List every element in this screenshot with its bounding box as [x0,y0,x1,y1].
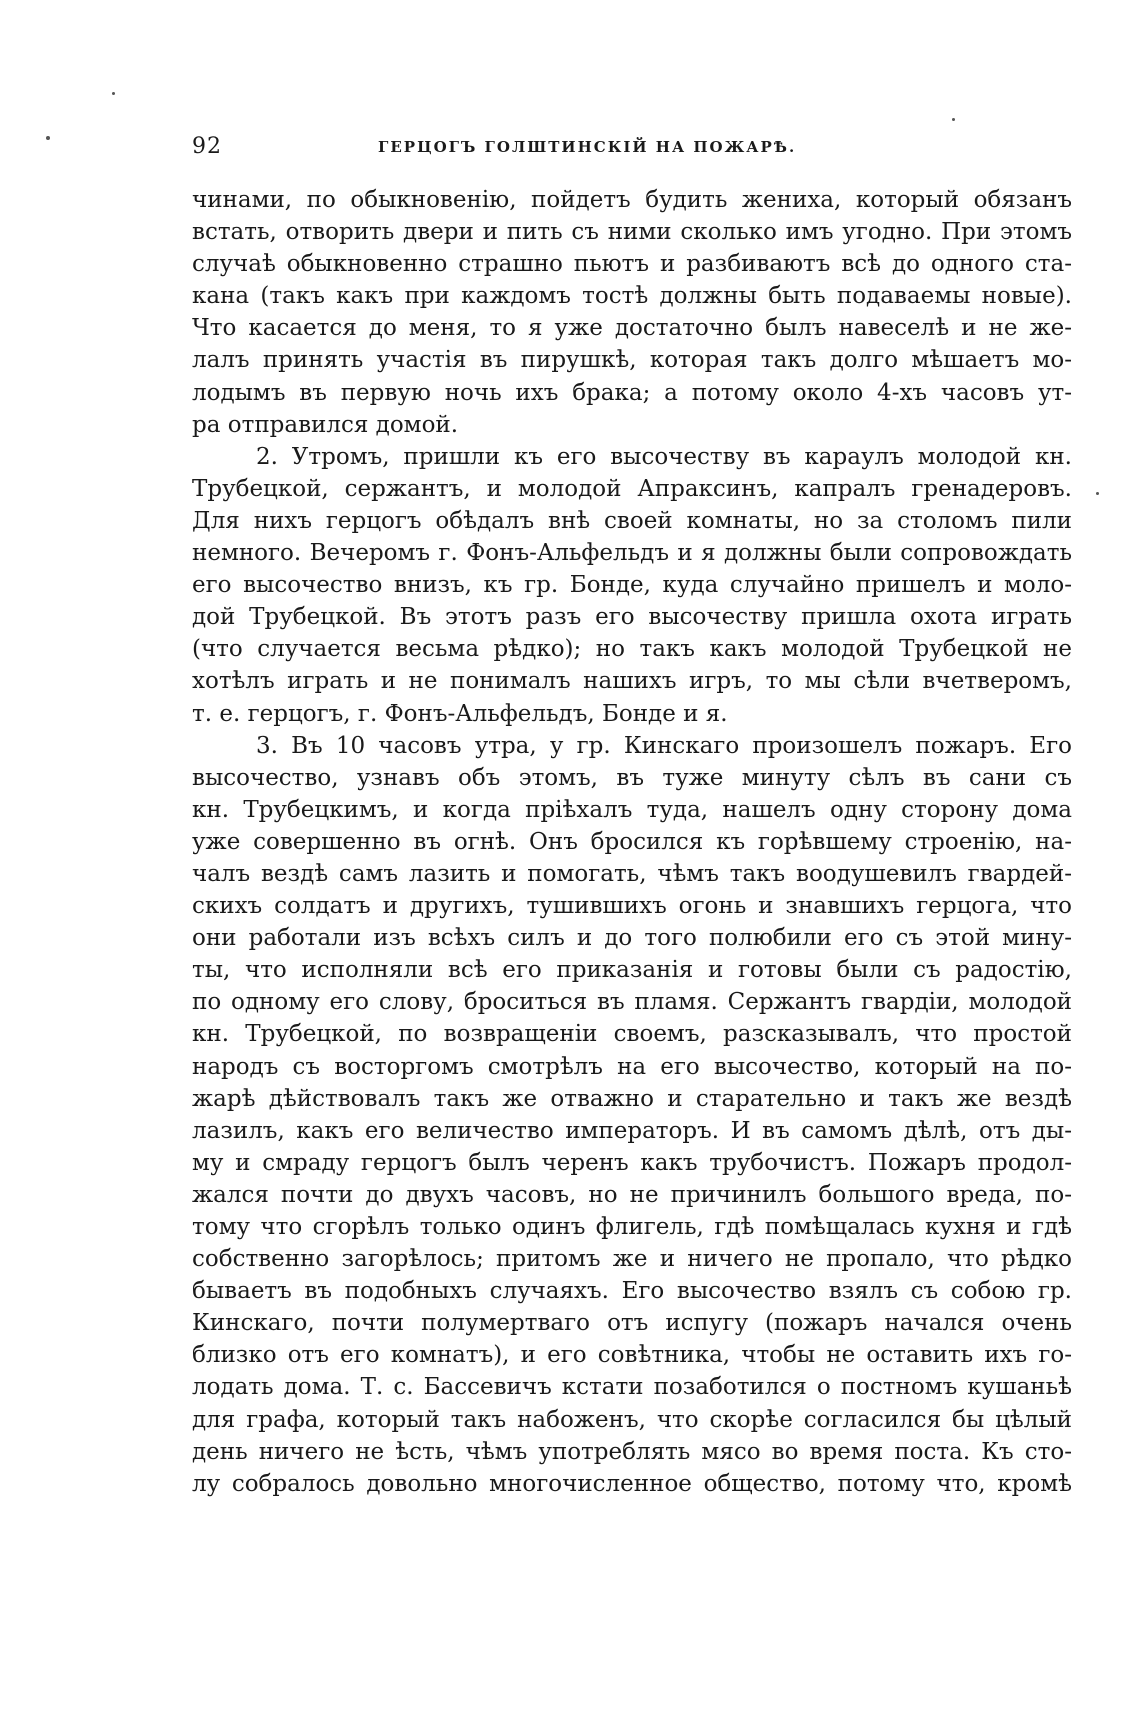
text-line: дой Трубецкой. Въ этотъ разъ его высочеству пришла охота играть [192,604,1072,631]
text-line: ра отправился домой. [192,411,459,438]
running-head [192,134,1072,164]
text-line: кн. Трубецкимъ, и когда пріѣхалъ туда, нашелъ одну сторону дома [192,796,1072,823]
text-line: день ничего не ѣсть, чѣмъ употреблять мясо во время поста. Къ сто- [192,1438,1072,1465]
text-line: лодымъ въ первую ночь ихъ брака; а потому около 4-хъ часовъ ут- [192,379,1072,406]
text-line: лу собралось довольно многочисленное общество, потому что, кромѣ [192,1470,1072,1497]
text-line: жался почти до двухъ часовъ, но не причинилъ большого вреда, по- [192,1181,1072,1208]
text-line: они работали изъ всѣхъ силъ и до того полюбили его съ этой мину- [192,925,1072,952]
text-line: встать, отворить двери и пить съ ними сколько имъ угодно. При этомъ [192,219,1072,246]
text-line: кана (такъ какъ при каждомъ тостѣ должны быть подаваемы новые). [192,283,1072,310]
text-line: лалъ принять участія въ пирушкѣ, которая такъ долго мѣшаетъ мо- [192,347,1072,374]
text-line: кн. Трубецкой, по возвращеніи своемъ, разсказывалъ, что простой [192,1021,1072,1048]
text-body [192,184,1072,1500]
text-line: чалъ вездѣ самъ лазить и помогать, чѣмъ такъ воодушевилъ гвардей- [192,860,1072,887]
text-line: бываетъ въ подобныхъ случаяхъ. Его высочество взялъ съ собою гр. [192,1278,1072,1305]
text-line: т. е. герцогъ, г. Фонъ-Альфельдъ, Бонде и я. [192,700,728,727]
text-line: ты, что исполняли всѣ его приказанія и готовы были съ радостію, [192,957,1072,984]
text-line: Что касается до меня, то я уже достаточно былъ навеселѣ и не же- [192,315,1072,342]
scan-speck [112,92,115,95]
text-line: му и смраду герцогъ былъ черенъ какъ трубочистъ. Пожаръ продол- [192,1149,1072,1176]
text-line: (что случается весьма рѣдко); но такъ какъ молодой Трубецкой не [192,636,1072,663]
text-line: Трубецкой, сержантъ, и молодой Апраксинъ, капралъ гренадеровъ. [192,475,1072,502]
text-line: для графа, который такъ набоженъ, что скорѣе согласился бы цѣлый [192,1406,1072,1433]
text-line: жарѣ дѣйствовалъ такъ же отважно и старательно и такъ же вездѣ [192,1085,1072,1112]
text-line: хотѣлъ играть и не понималъ нашихъ игръ, то мы сѣли вчетверомъ, [192,668,1072,695]
scan-speck [952,118,955,121]
paragraph-start-line: 2. Утромъ, пришли къ его высочеству въ караулъ молодой кн. [256,443,1072,470]
text-line: лодать дома. Т. с. Бассевичъ кстати позаботился о постномъ кушаньѣ [192,1374,1072,1401]
text-line: лазилъ, какъ его величество императоръ. И въ самомъ дѣлѣ, отъ ды- [192,1117,1072,1144]
text-line: чинами, по обыкновенію, пойдетъ будить жениха, который обязанъ [192,187,1072,213]
scan-speck [46,136,50,140]
text-line: собственно загорѣлось; притомъ же и ничего не пропало, что рѣдко [192,1246,1072,1273]
text-line: Для нихъ герцогъ обѣдалъ внѣ своей комнаты, но за столомъ пили [192,507,1072,534]
paragraph-start-line: 3. Въ 10 часовъ утра, у гр. Кинскаго произошелъ пожаръ. Его [256,732,1072,759]
text-line: его высочество внизъ, къ гр. Бонде, куда случайно пришелъ и моло- [192,572,1072,599]
text-line: народъ съ восторгомъ смотрѣлъ на его высочество, который на по- [192,1053,1072,1080]
text-line: уже совершенно въ огнѣ. Онъ бросился къ горѣвшему строенію, на- [192,828,1072,855]
text-line: немного. Вечеромъ г. Фонъ-Альфельдъ и я должны были сопровождать [192,540,1072,567]
text-line: по одному его слову, броситься въ пламя. Сержантъ гвардіи, молодой [192,989,1072,1016]
text-line: близко отъ его комнатъ), и его совѣтника, чтобы не оставить ихъ го- [192,1342,1072,1369]
running-title: ГЕРЦОГЪ ГОЛШТИНСКІЙ НА ПОЖАРѢ. [378,138,797,156]
scan-speck [1096,492,1099,495]
text-line: скихъ солдатъ и другихъ, тушившихъ огонь и знавшихъ герцога, что [192,893,1072,920]
text-line: высочество, узнавъ объ этомъ, въ туже минуту сѣлъ въ сани съ [192,764,1072,791]
page-number: 92 [192,134,222,159]
text-line: Кинскаго, почти полумертваго отъ испугу (пожаръ начался очень [192,1310,1072,1337]
text-line: тому что сгорѣлъ только одинъ флигель, гдѣ помѣщалась кухня и гдѣ [192,1214,1072,1240]
text-line: случаѣ обыкновенно страшно пьютъ и разбиваютъ всѣ до одного ста- [192,251,1072,278]
